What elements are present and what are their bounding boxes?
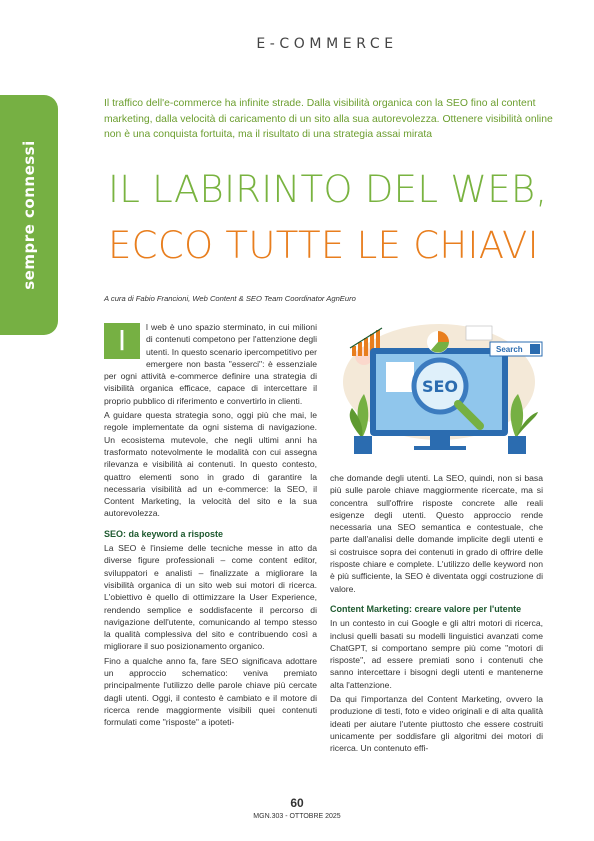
right-column xyxy=(330,472,543,757)
pie-chart-icon xyxy=(427,331,449,353)
paragraph: La SEO è l'insieme delle tecniche messe in atto da diverse figure professionali – come content editor, sviluppatori e analisti – finalizzate a migliorare la visibilità organica di un sito web sui motori di ricerca. L'obiettivo è quello di ottimizzare la User Experience, rendendo semplice e soddisfacente il percorso di navigazione dell'utente, comunicando al tempo stesso la qualità complessiva del sito e contribuendo così a migliorare il suo posizionamento organico. xyxy=(104,543,317,652)
chart-card xyxy=(466,326,492,340)
drop-cap: I xyxy=(104,323,140,359)
side-tab-label: sempre connessi xyxy=(20,140,38,290)
paragraph: che domande degli utenti. La SEO, quindi, non si basa più sulle parole chiave maggiormente ricercate, ma si concentra sull'offrire risposte concrete alle reali esigenze degli utenti. Questo approccio rende necessaria una SEO semantica e contestuale, che parte dall'analisi delle domande implicite degli utenti e si costruisce sopra dei contenuti in grado di offrire delle risposte chiare e complete. L'utilizzo delle keyword non è più sufficiente, la SEO è diventata oggi costruzione di valore. xyxy=(330,473,543,594)
lead-paragraph: Il traffico dell'e-commerce ha infinite strade. Dalla visibilità organica con la SEO fino al content marketing, dalla velocità di caricamento di un sito alla sua autorevolezza. Ottenere visibilità online non è una conquista fortuita, ma il risultato di una strategia assai mirata xyxy=(104,98,553,141)
paragraph: Da qui l'importanza del Content Marketing, ovvero la produzione di testi, foto e video originali e di alta qualità ideati per aiutare l'utente piuttosto che essere costruiti unicamente per soddisfare gli algoritmi dei motori di ricerca. Un contenuto effi- xyxy=(330,694,543,754)
search-label: Search xyxy=(496,345,523,354)
seo-label: SEO xyxy=(421,377,459,396)
subheading-seo: SEO: da keyword a risposte xyxy=(104,528,224,539)
subheading-content-marketing: Content Marketing: creare valore per l'utente xyxy=(330,603,522,614)
paragraph: A guidare questa strategia sono, oggi più che mai, le regole implementate da ogni sistema di navigazione. Un ecosistema mutevole, che negli ultimi anni ha trasformato notevolmente le modalità con cui assegna rilevanza e visibilità ai contenuti. In questo contesto, quattro elementi sono in grado di garantire la necessaria visibilità ad un e-commerce: la SEO, il Content Marketing, la velocità del sito e la sua autorevolezza. xyxy=(104,410,317,519)
window-card xyxy=(386,362,414,392)
paragraph: l web è uno spazio sterminato, in cui milioni di contenuti competono per l'attenzione degli utenti. In questo scenario ipercompetitivo per emergere non basta "esserci": è essenziale per ogni attività e-commerce definire una strategia di visibilità organica efficace, capace di intercettare il proprio pubblico di riferimento e convertirlo in clienti. xyxy=(104,322,318,406)
search-bar xyxy=(490,342,542,356)
headline-line-1: IL LABIRINTO DEL WEB, xyxy=(108,168,548,211)
paragraph: In un contesto in cui Google e gli altri motori di ricerca, inclusi quelli basati su modelli linguistici avanzati come ChatGPT, si comportano sempre più come "motori di risposte", ad essere premiati sono i contenuti che sanno intercettare i bisogni degli utenti e mantenerne alta l'attenzione. xyxy=(330,618,543,690)
seo-illustration xyxy=(330,318,548,466)
search-icon xyxy=(530,344,540,354)
paragraph: Fino a qualche anno fa, fare SEO significava adottare un approccio schematico: veniva premiato principalmente l'utilizzo delle parole chiave più cercate dagli utenti. Oggi, il contesto è cambiato e il motore di ricerca rende maggiormente visibili quei contenuti formulati come "risposte" a ipoteti- xyxy=(104,655,317,728)
headline-line-2: ECCO TUTTE LE CHIAVI xyxy=(108,224,539,267)
issue-label: MGN.303 - OTTOBRE 2025 xyxy=(253,813,341,820)
side-tab xyxy=(0,95,58,335)
left-column xyxy=(104,321,317,731)
page-number: 60 xyxy=(290,796,304,810)
byline: A cura di Fabio Francioni, Web Content & SEO Team Coordinator AgnEuro xyxy=(104,294,356,303)
section-label: E-COMMERCE xyxy=(256,36,398,52)
